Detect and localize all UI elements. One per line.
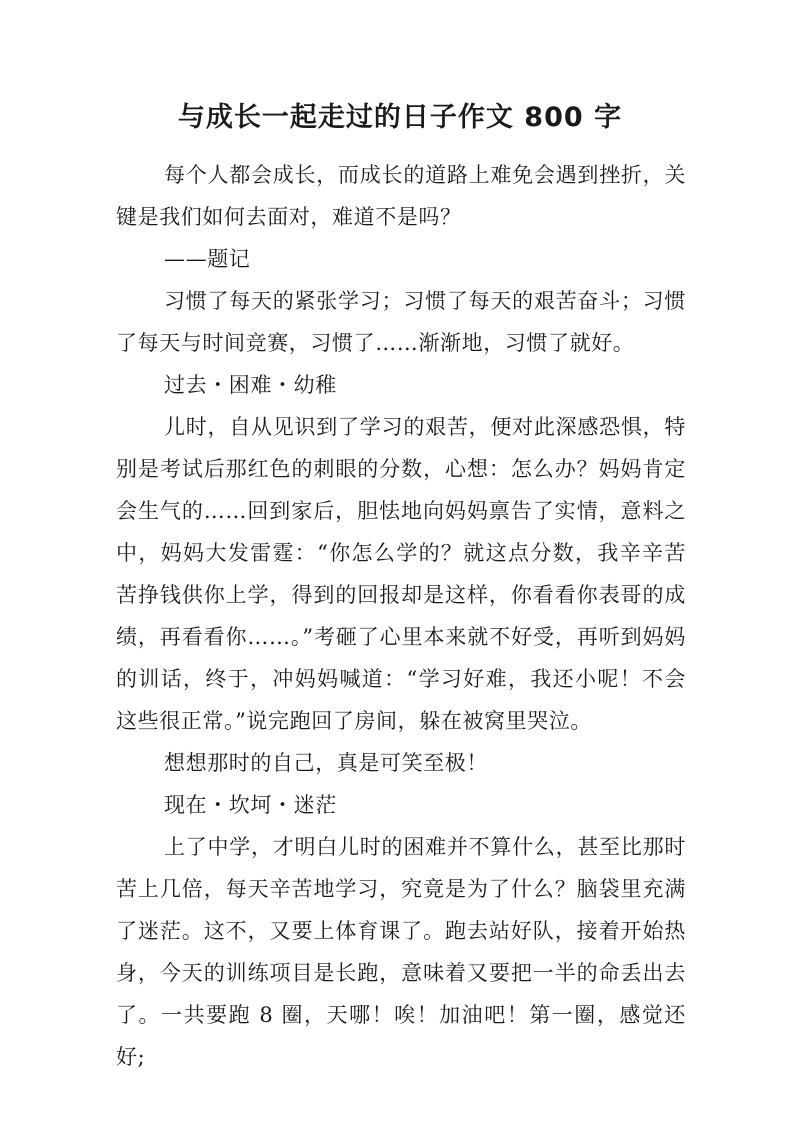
paragraph-middle-school: 上了中学，才明白儿时的困难并不算什么，甚至比那时苦上几倍，每天辛苦地学习，究竟是为了什么？脑袋里充满了迷茫。这不，又要上体育课了。跑去站好队，接着开始热身，今天的训练项目是长跑，意味着又要把一半的命丢出去了。一共要跑 8 圈，天哪！唉！加油吧！第一圈，感觉还好; xyxy=(116,835,686,1069)
paragraph-reflection: 想想那时的自己，真是可笑至极！ xyxy=(164,751,488,775)
paragraph-intro: 每个人都会成长，而成长的道路上难免会遇到挫折，关键是我们如何去面对，难道不是吗？ xyxy=(116,163,686,229)
document-body xyxy=(116,154,686,1078)
document-title: 与成长一起走过的日子作文 800 字 xyxy=(177,102,623,133)
paragraph-epigraph-attribution: ——题记 xyxy=(164,247,251,271)
section-heading-past: 过去・困难・幼稚 xyxy=(164,373,337,397)
paragraph-childhood: 儿时，自从见识到了学习的艰苦，便对此深感恐惧，特别是考试后那红色的刺眼的分数，心想：怎么办？妈妈肯定会生气的……回到家后，胆怯地向妈妈禀告了实情，意料之中，妈妈大发雷霆：“你怎么学的？就这点分数，我辛辛苦苦挣钱供你上学，得到的回报却是这样，你看看你表哥的成绩，再看看你……。”考砸了心里本来就不好受，再听到妈妈的训话，终于，冲妈妈喊道：“学习好难，我还小呢！不会这些很正常。”说完跑回了房间，躲在被窝里哭泣。 xyxy=(116,415,686,733)
paragraph-habits: 习惯了每天的紧张学习；习惯了每天的艰苦奋斗；习惯了每天与时间竞赛，习惯了……渐渐地，习惯了就好。 xyxy=(116,289,686,355)
section-heading-present: 现在・坎坷・迷茫 xyxy=(164,793,337,817)
